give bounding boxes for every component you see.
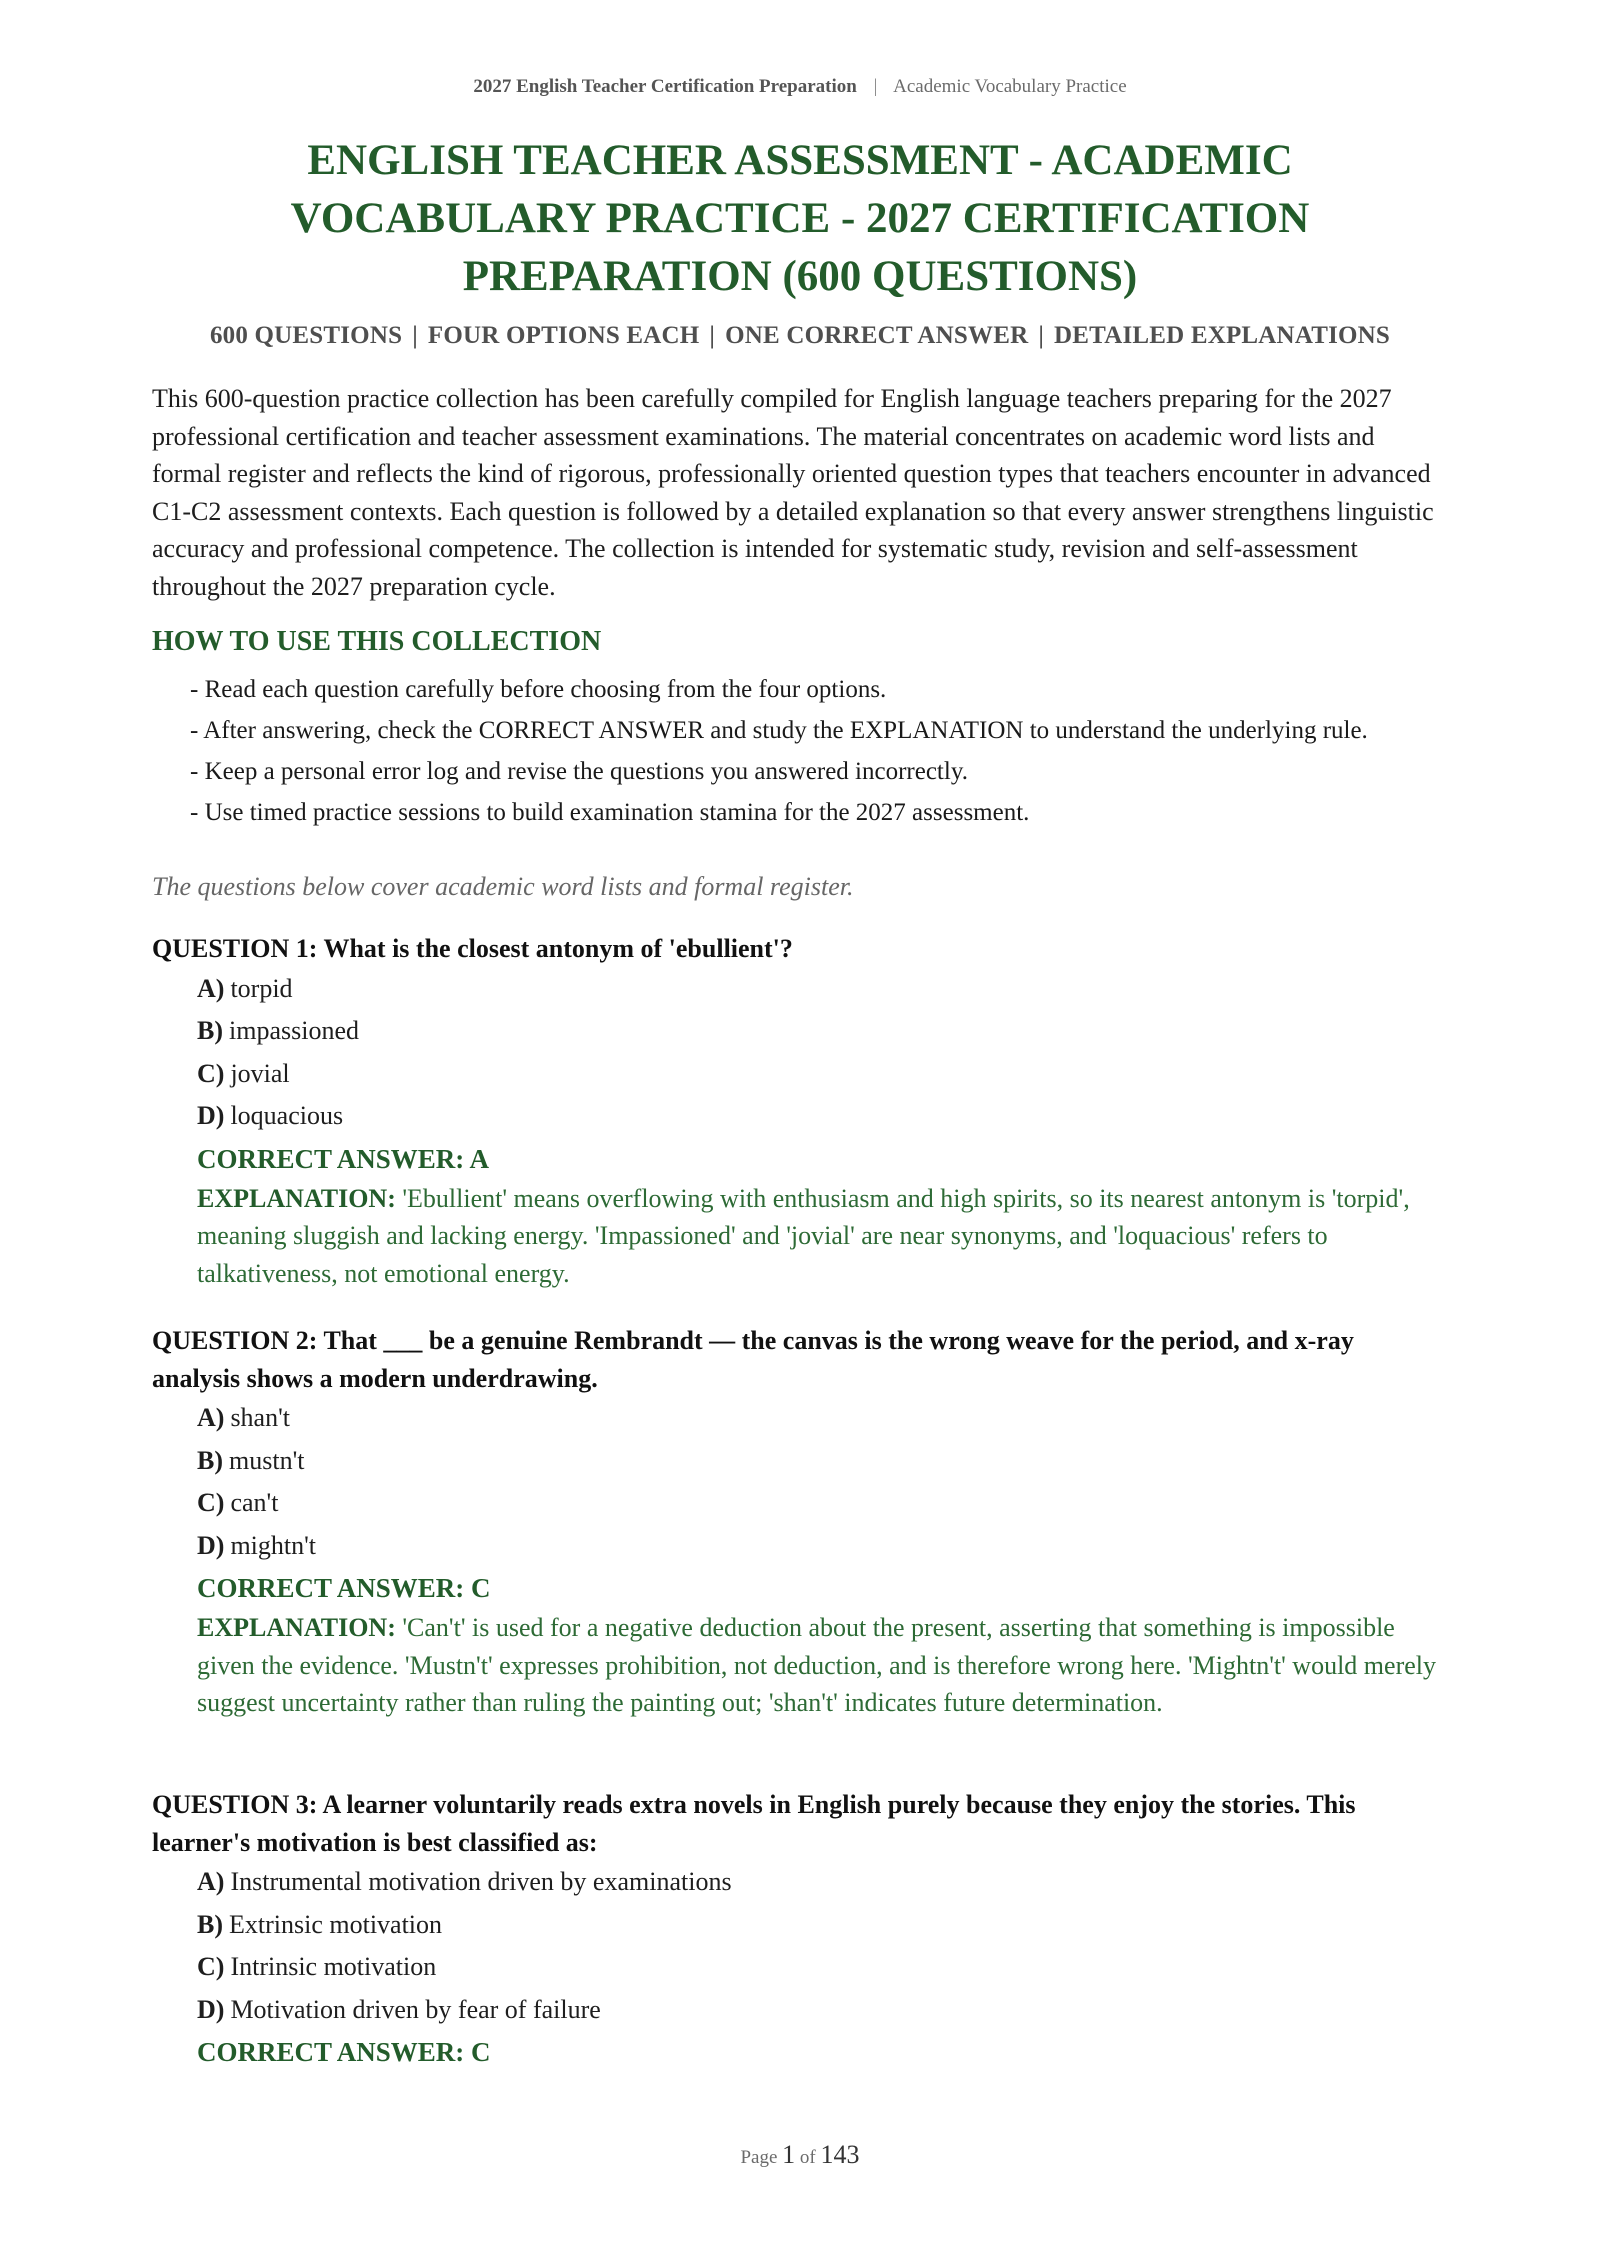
of-word: of (799, 2147, 816, 2168)
question-text: QUESTION 2: That ___ be a genuine Rembrandt — the canvas is the wrong weave for the period, and x-ray analysis shows a modern underdrawing. (152, 1326, 1354, 1393)
title-line-3: PREPARATION (600 QUESTIONS) (462, 253, 1138, 300)
option-c (197, 1482, 1448, 1525)
running-header (0, 76, 1600, 98)
explanation-label: EXPLANATION: (197, 1613, 396, 1642)
option-a (197, 968, 1448, 1011)
option-d (197, 1989, 1448, 2032)
option-text: Intrinsic motivation (230, 1952, 437, 1981)
coverage-note: The questions below cover academic word lists and formal register. (152, 872, 854, 901)
option-letter: C) (197, 1058, 225, 1088)
header-right-text: Academic Vocabulary Practice (893, 76, 1127, 97)
explanation (197, 1180, 1448, 1293)
option-b (197, 1440, 1448, 1483)
meta-item: DETAILED EXPLANATIONS (1054, 322, 1391, 349)
document-title (0, 132, 1600, 306)
header-left-text: 2027 English Teacher Certification Preparation (473, 76, 857, 97)
option-text: can't (230, 1488, 279, 1517)
meta-item: 600 QUESTIONS (209, 322, 403, 349)
how-to-heading: HOW TO USE THIS COLLECTION (152, 626, 602, 657)
options-list (152, 1861, 1448, 2031)
meta-separator: | (1038, 322, 1045, 349)
options-list (152, 1397, 1448, 1567)
total-pages: 143 (820, 2140, 860, 2169)
question-text: QUESTION 1: What is the closest antonym of 'ebullient'? (152, 934, 793, 963)
option-a (197, 1397, 1448, 1440)
option-letter: C) (197, 1488, 225, 1517)
option-text: mustn't (229, 1445, 305, 1475)
option-letter: B) (197, 1445, 223, 1475)
meta-line (0, 322, 1600, 350)
current-page-number: 1 (782, 2140, 796, 2169)
option-text: Instrumental motivation driven by examinations (230, 1867, 732, 1896)
option-d (197, 1525, 1448, 1568)
option-letter: B) (197, 1909, 223, 1939)
option-text: mightn't (230, 1530, 317, 1560)
correct-answer: CORRECT ANSWER: C (197, 1573, 491, 1603)
meta-item: ONE CORRECT ANSWER (725, 322, 1029, 349)
explanation (197, 1609, 1448, 1722)
correct-answer: CORRECT ANSWER: C (197, 2037, 491, 2067)
option-letter: D) (197, 1994, 225, 2024)
title-line-2: VOCABULARY PRACTICE - 2027 CERTIFICATION (290, 195, 1310, 242)
option-d (197, 1095, 1448, 1138)
page-word: Page (740, 2147, 778, 2168)
option-text: impassioned (229, 1016, 359, 1045)
option-letter: D) (197, 1101, 225, 1130)
correct-answer: CORRECT ANSWER: A (197, 1143, 490, 1174)
how-to-item: - Read each question carefully before choosing from the four options. (190, 676, 887, 703)
question-block (152, 1786, 1448, 2073)
option-text: loquacious (230, 1101, 344, 1130)
meta-separator: | (412, 322, 418, 349)
option-text: torpid (230, 973, 293, 1003)
explanation-text: 'Can't' is used for a negative deduction about the present, asserting that something is impossible given the evidence. 'Mustn't' expresses prohibition, not deduction, and is therefore wrong here. 'Mightn't' would merely suggest uncertainty rather than ruling the painting out; 'shan't' indicates future determination. (197, 1613, 1436, 1717)
option-letter: D) (197, 1530, 225, 1560)
option-b (197, 1904, 1448, 1947)
option-c (197, 1053, 1448, 1096)
options-list (152, 968, 1448, 1138)
option-letter: C) (197, 1952, 225, 1981)
option-letter: A) (197, 973, 225, 1003)
intro-paragraph: This 600-question practice collection has been carefully compiled for English language teachers preparing for the 2027 professional certification and teacher assessment examinations. The material concentrates on academic word lists and formal register and reflects the kind of rigorous, professionally oriented question types that teachers encounter in advanced C1-C2 assessment contexts. Each question is followed by a detailed explanation so that every answer strengthens linguistic accuracy and professional competence. The collection is intended for systematic study, revision and self-assessment throughout the 2027 preparation cycle. (152, 384, 1434, 601)
explanation-label: EXPLANATION: (197, 1183, 396, 1213)
page-footer (0, 2140, 1600, 2170)
option-c (197, 1946, 1448, 1989)
option-letter: A) (197, 1867, 225, 1896)
option-letter: A) (197, 1403, 225, 1432)
title-line-1: ENGLISH TEACHER ASSESSMENT - ACADEMIC (307, 137, 1293, 184)
question-block (152, 930, 1448, 1292)
question-text: QUESTION 3: A learner voluntarily reads extra novels in English purely because they enjoy the stories. This learner's motivation is best classified as: (152, 1790, 1356, 1857)
option-text: shan't (230, 1403, 291, 1432)
explanation-text: 'Ebullient' means overflowing with enthusiasm and high spirits, so its nearest antonym is 'torpid', meaning sluggish and lacking energy. 'Impassioned' and 'jovial' are near synonyms, and 'loquacious' refers to talkativeness, not emotional energy. (197, 1183, 1410, 1288)
option-b (197, 1010, 1448, 1053)
header-separator: | (873, 76, 878, 97)
option-text: Extrinsic motivation (229, 1909, 443, 1939)
option-text: Motivation driven by fear of failure (230, 1994, 601, 2024)
question-block (152, 1322, 1448, 1722)
how-to-item: - After answering, check the CORRECT ANSWER and study the EXPLANATION to understand the underlying rule. (190, 717, 1368, 744)
option-letter: B) (197, 1016, 223, 1045)
how-to-item: - Keep a personal error log and revise the questions you answered incorrectly. (190, 758, 968, 785)
option-text: jovial (230, 1058, 290, 1088)
meta-separator: | (709, 322, 716, 349)
meta-item: FOUR OPTIONS EACH (427, 322, 700, 349)
how-to-item: - Use timed practice sessions to build examination stamina for the 2027 assessment. (190, 799, 1030, 826)
how-to-list (190, 672, 1430, 836)
option-a (197, 1861, 1448, 1904)
